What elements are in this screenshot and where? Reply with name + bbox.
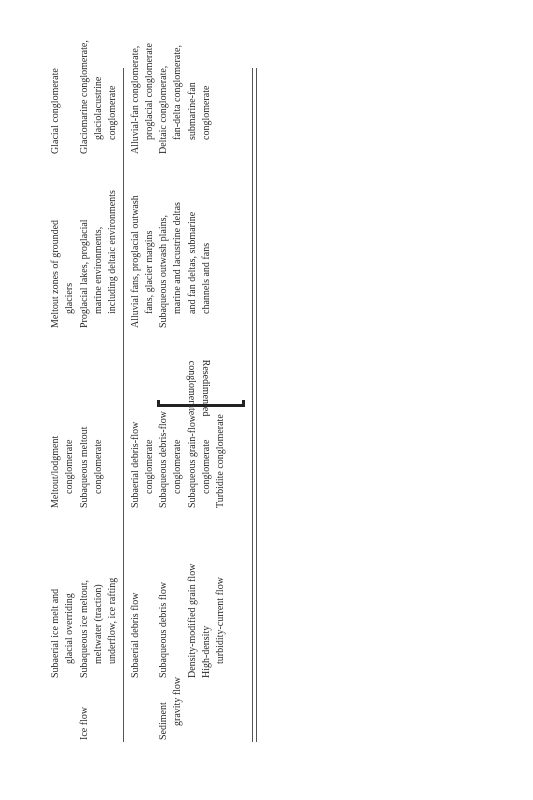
environment-alluvial-fans-line2: fans, glacier margins: [144, 230, 155, 314]
process-sediment-line1: Sediment: [158, 702, 169, 740]
facies-alluvial-fan-line1: Alluvial-fan conglomerate,: [130, 45, 141, 154]
mechanism-density-modified-grain-flow: Density-modified grain flow: [187, 563, 198, 678]
environment-proglacial-lakes-line2: marine environments,: [93, 226, 104, 314]
mechanism-subaerial-ice-melt-line2: glacial overriding: [64, 593, 75, 664]
deposit-subaerial-debris-flow-line1: Subaerial debris-flow: [130, 421, 141, 508]
environment-subaqueous-outwash-line1: Subaqueous outwash plains,: [158, 214, 169, 328]
resedimented-label-line1: Resedimented: [200, 359, 211, 417]
environment-subaqueous-outwash-line4: channels and fans: [201, 242, 212, 314]
mechanism-high-density-line1: High-density: [201, 625, 212, 678]
environment-meltout-zones-line1: Meltout zones of grounded: [50, 219, 61, 328]
facies-deltaic-line1: Deltaic conglomerate,: [158, 65, 169, 154]
resedimented-label-line2: conglomerate: [186, 360, 197, 416]
facies-deltaic-line2: fan-delta conglomerate,: [172, 45, 183, 140]
mechanism-high-density-line2: turbidity-current flow: [215, 577, 226, 664]
deposit-subaqueous-meltout-line2: conglomerate: [93, 439, 104, 494]
process-ice-flow: Ice flow: [79, 706, 90, 740]
deposit-subaerial-debris-flow-line2: conglomerate: [144, 439, 155, 494]
mechanism-subaqueous-debris-flow: Subaqueous debris flow: [158, 581, 169, 678]
facies-glacial-conglomerate: Glacial conglomerate: [50, 68, 61, 154]
environment-alluvial-fans-line1: Alluvial fans, proglacial outwash: [130, 195, 141, 328]
deposit-meltout-lodgment-line1: Meltout/lodgment: [50, 435, 61, 508]
process-sediment-line2: gravity flow: [172, 676, 183, 726]
facies-deltaic-line3: submarine-fan: [187, 82, 198, 140]
environment-proglacial-lakes-line1: Proglacial lakes, proglacial: [79, 219, 90, 328]
row-divider: [123, 68, 124, 742]
environment-proglacial-lakes-line3: including deltaic environments: [107, 190, 118, 314]
table-bottom-rule-1: [252, 68, 253, 742]
deposit-subaqueous-grain-flow-line1: Subaqueous grain-flow: [187, 414, 198, 508]
deposit-subaqueous-debris-flow-line1: Subaqueous debris-flow: [158, 411, 169, 508]
deposit-subaqueous-grain-flow-line2: conglomerate: [201, 439, 212, 494]
deposit-subaqueous-debris-flow-line2: conglomerate: [172, 439, 183, 494]
table-bottom-rule-2: [256, 68, 257, 742]
environment-meltout-zones-line2: glaciers: [64, 282, 75, 314]
facies-glaciomarine-line3: conglomerate: [107, 85, 118, 140]
deposit-meltout-lodgment-line2: conglomerate: [64, 439, 75, 494]
deposit-subaqueous-meltout-line1: Subaqueous meltout: [79, 426, 90, 508]
environment-subaqueous-outwash-line3: and fan deltas, submarine: [187, 211, 198, 314]
mechanism-subaerial-ice-melt-line1: Subaerial ice melt and: [50, 588, 61, 678]
facies-deltaic-line4: conglomerate: [201, 85, 212, 140]
resedimented-label: [184, 360, 212, 417]
environment-subaqueous-outwash-line2: marine and lacustrine deltas: [172, 202, 183, 314]
deposit-turbidite-conglomerate: Turbidite conglomerate: [215, 414, 226, 508]
facies-glaciomarine-line2: glaciolacustrine: [93, 76, 104, 140]
mechanism-subaqueous-ice-meltout-line1: Subaqueous ice meltout,: [79, 579, 90, 678]
facies-alluvial-fan-line2: proglacial conglomerate: [144, 43, 155, 140]
mechanism-subaqueous-ice-meltout-line2: meltwater (traction): [93, 584, 104, 664]
mechanism-subaqueous-ice-meltout-line3: underflow, ice rafting: [107, 577, 118, 664]
facies-glaciomarine-line1: Glaciomarine conglomerate,: [79, 40, 90, 154]
mechanism-subaerial-debris-flow: Subaerial debris flow: [130, 592, 141, 678]
